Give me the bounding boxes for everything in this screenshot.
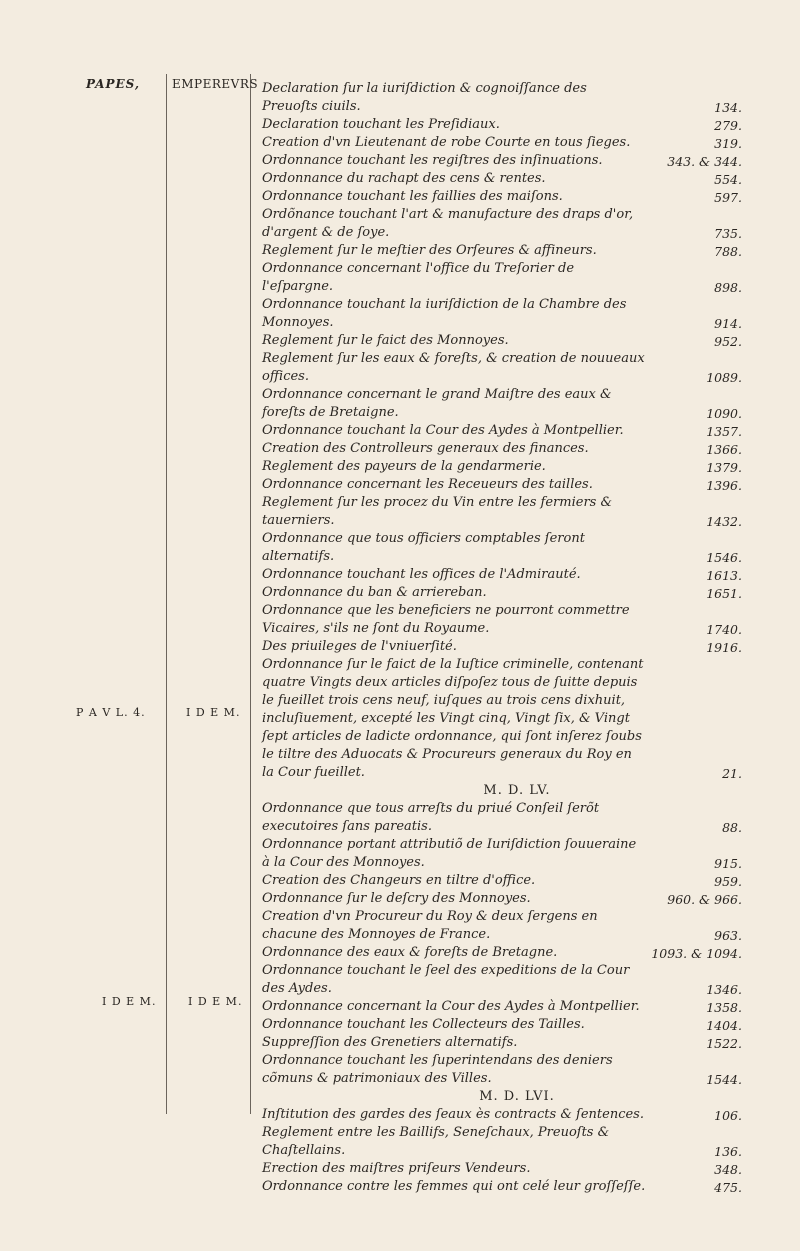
index-entry: [262, 656, 742, 782]
entry-title: Ordonnance que tous officiers comptables ſeront alternatifs.: [262, 531, 585, 564]
section-1555: [262, 800, 742, 1088]
index-entry: [262, 1124, 742, 1160]
entry-title: Ordonnance touchant la iuriſdiction de la Chambre des Monnoyes.: [262, 297, 627, 330]
entry-page-number: 1357.: [706, 424, 742, 439]
entry-page-number: 1546.: [706, 550, 742, 565]
entry-page-number: 597.: [714, 190, 742, 205]
entry-title: Creation des Controlleurs generaux des finances.: [262, 441, 589, 456]
entry-title: Ordonnance concernant l'office du Treſorier de l'eſpargne.: [262, 261, 575, 294]
index-entry: [262, 332, 742, 350]
entry-page-number: 1522.: [706, 1036, 742, 1051]
entry-title: Ordonnance portant attributiõ de Iuriſdiction ſouueraine à la Cour des Monnoyes.: [262, 837, 637, 870]
entry-title: Ordonnance ſur le deſcry des Monnoyes.: [262, 891, 531, 906]
entry-title: Ordonnance touchant les Collecteurs des Tailles.: [262, 1017, 585, 1032]
index-entry: [262, 584, 742, 602]
entry-page-number: 1090.: [706, 406, 742, 421]
entry-page-number: 319.: [714, 136, 742, 151]
index-entry: [262, 872, 742, 890]
index-entry: [262, 386, 742, 422]
popes-label-1555: P A V L. 4.: [76, 706, 146, 719]
entry-page-number: 343. & 344.: [667, 154, 742, 169]
emperors-header: EMPEREVRS: [172, 77, 259, 91]
entry-page-number: 952.: [714, 334, 742, 349]
index-entry: [262, 296, 742, 332]
entry-title: Reglement entre les Baillifs, Seneſchaux, Preuoſts & Chaſtellains.: [262, 1125, 610, 1158]
index-entry: [262, 170, 742, 188]
entry-title: Creation d'vn Procureur du Roy & deux ſergens en chacune des Monnoyes de France.: [262, 909, 598, 942]
entry-page-number: 959.: [714, 874, 742, 889]
index-entry: [262, 80, 742, 116]
popes-header: PAPES,: [86, 77, 141, 91]
entry-title: Ordõnance touchant l'art & manufacture des draps d'or, d'argent & de ſoye.: [262, 207, 634, 240]
entry-title: Ordonnance touchant les faillies des maiſons.: [262, 189, 563, 204]
section-1556: [262, 1106, 742, 1196]
index-entry: [262, 530, 742, 566]
entry-title: Ordonnance touchant les offices de l'Admirauté.: [262, 567, 581, 582]
entry-page-number: 1544.: [706, 1072, 742, 1087]
entry-title: Ordonnance que tous arreſts du priué Conſeil ſerõt executoires ſans pareatis.: [262, 801, 600, 834]
entry-page-number: 1432.: [706, 514, 742, 529]
entry-title: Declaration ſur la iuriſdiction & cognoiſſance des Preuoſts ciuils.: [262, 81, 587, 114]
index-entry: [262, 494, 742, 530]
entry-page-number: 960. & 966.: [667, 892, 742, 907]
column-rule-left: [166, 74, 167, 1114]
index-entry: [262, 890, 742, 908]
ordinance-index: [262, 80, 742, 1196]
index-entry: [262, 962, 742, 998]
entry-title: Creation des Changeurs en tiltre d'office.: [262, 873, 536, 888]
entry-title: Ordonnance concernant le grand Maiſtre des eaux & foreſts de Bretaigne.: [262, 387, 612, 420]
entry-page-number: 21.: [722, 766, 742, 781]
index-entry: [262, 188, 742, 206]
entry-title: Des priuileges de l'vniuerſité.: [262, 639, 457, 654]
entry-page-number: 106.: [714, 1108, 742, 1123]
entry-title: Reglement ſur le faict des Monnoyes.: [262, 333, 509, 348]
entry-page-number: 1358.: [706, 1000, 742, 1015]
entry-page-number: 963.: [714, 928, 742, 943]
index-entry: [262, 998, 742, 1016]
index-entry: [262, 638, 742, 656]
entry-title: Reglement ſur les eaux & foreſts, & creation de nouueaux offices.: [262, 351, 645, 384]
index-entry: [262, 836, 742, 872]
entry-title: Ordonnance ſur le faict de la Iuſtice criminelle, contenant quatre Vingts deux articles diſpoſez tous de ſuitte depuis le fueillet trois cens neuf, iuſques au trois cens dixhuit, incluſiuement, excepté les Vingt cinq, Vingt ſix, & Vingt ſept articles de ladicte ordonnance, qui ſont inſerez ſoubs le tiltre des Aduocats & Procureurs generaux du Roy en la Cour fueillet.: [262, 657, 644, 780]
entry-title: Suppreſſion des Grenetiers alternatifs.: [262, 1035, 518, 1050]
index-entry: [262, 602, 742, 638]
entry-title: Ordonnance touchant la Cour des Aydes à Montpellier.: [262, 423, 624, 438]
index-entry: [262, 908, 742, 944]
entry-title: Ordonnance du ban & arriereban.: [262, 585, 487, 600]
entry-title: Ordonnance des eaux & foreſts de Bretagne.: [262, 945, 558, 960]
entry-title: Ordonnance touchant les ſuperintendans des deniers cõmuns & patrimoniaux des Villes.: [262, 1053, 613, 1086]
entry-page-number: 279.: [714, 118, 742, 133]
entry-page-number: 1404.: [706, 1018, 742, 1033]
entry-title: Reglement ſur les procez du Vin entre les fermiers & tauerniers.: [262, 495, 613, 528]
index-entry: [262, 422, 742, 440]
index-entry: [262, 944, 742, 962]
index-entry: [262, 440, 742, 458]
entry-page-number: 88.: [722, 820, 742, 835]
entry-page-number: 788.: [714, 244, 742, 259]
popes-label-1556: I D E M.: [102, 995, 157, 1008]
entry-page-number: 915.: [714, 856, 742, 871]
entry-title: Ordonnance touchant le ſeel des expeditions de la Cour des Aydes.: [262, 963, 630, 996]
entry-page-number: 1346.: [706, 982, 742, 997]
entry-page-number: 898.: [714, 280, 742, 295]
index-entry: [262, 206, 742, 242]
year-heading-1556: M. D. LVI.: [479, 1089, 555, 1104]
entry-title: Ordonnance contre les femmes qui ont celé leur groſſeſſe.: [262, 1179, 646, 1194]
emperors-label-1555: I D E M.: [186, 706, 241, 719]
entry-page-number: 1916.: [706, 640, 742, 655]
entry-page-number: 134.: [714, 100, 742, 115]
index-entry: [262, 1034, 742, 1052]
entry-title: Declaration touchant les Preſidiaux.: [262, 117, 500, 132]
entry-title: Ordonnance concernant les Receueurs des tailles.: [262, 477, 593, 492]
index-entry: [262, 1106, 742, 1124]
entry-page-number: 348.: [714, 1162, 742, 1177]
entry-title: Inſtitution des gardes des ſeaux ès contracts & ſentences.: [262, 1107, 644, 1122]
entry-page-number: 554.: [714, 172, 742, 187]
entry-page-number: 1396.: [706, 478, 742, 493]
entry-title: Ordonnance touchant les regiſtres des inſinuations.: [262, 153, 603, 168]
entry-page-number: 1740.: [706, 622, 742, 637]
index-entry: [262, 476, 742, 494]
index-entry: [262, 1178, 742, 1196]
index-entry: [262, 242, 742, 260]
entry-title: Ordonnance du rachapt des cens & rentes.: [262, 171, 546, 186]
entry-page-number: 475.: [714, 1180, 742, 1195]
entry-title: Creation d'vn Lieutenant de robe Courte en tous ſieges.: [262, 135, 631, 150]
section-1554: [262, 80, 742, 782]
entry-page-number: 1093. & 1094.: [651, 946, 742, 961]
index-entry: [262, 1160, 742, 1178]
entry-title: Erection des maiſtres priſeurs Vendeurs.: [262, 1161, 531, 1176]
entry-page-number: 735.: [714, 226, 742, 241]
entry-page-number: 1651.: [706, 586, 742, 601]
index-entry: [262, 152, 742, 170]
index-entry: [262, 458, 742, 476]
index-entry: [262, 566, 742, 584]
column-rule-right: [250, 74, 251, 1114]
index-entry: [262, 116, 742, 134]
entry-title: Ordonnance que les beneficiers ne pourront commettre Vicaires, s'ils ne ſont du Royaume.: [262, 603, 630, 636]
index-entry: [262, 800, 742, 836]
entry-page-number: 1379.: [706, 460, 742, 475]
index-entry: [262, 1016, 742, 1034]
entry-page-number: 1613.: [706, 568, 742, 583]
index-entry: [262, 134, 742, 152]
index-entry: [262, 1052, 742, 1088]
entry-page-number: 914.: [714, 316, 742, 331]
entry-page-number: 136.: [714, 1144, 742, 1159]
index-entry: [262, 260, 742, 296]
index-entry: [262, 350, 742, 386]
entry-title: Reglement des payeurs de la gendarmerie.: [262, 459, 546, 474]
entry-page-number: 1089.: [706, 370, 742, 385]
year-heading-1555: M. D. LV.: [483, 783, 551, 798]
entry-title: Ordonnance concernant la Cour des Aydes à Montpellier.: [262, 999, 640, 1014]
entry-title: Reglement ſur le meſtier des Orſeures & affineurs.: [262, 243, 597, 258]
emperors-label-1556: I D E M.: [188, 995, 243, 1008]
entry-page-number: 1366.: [706, 442, 742, 457]
